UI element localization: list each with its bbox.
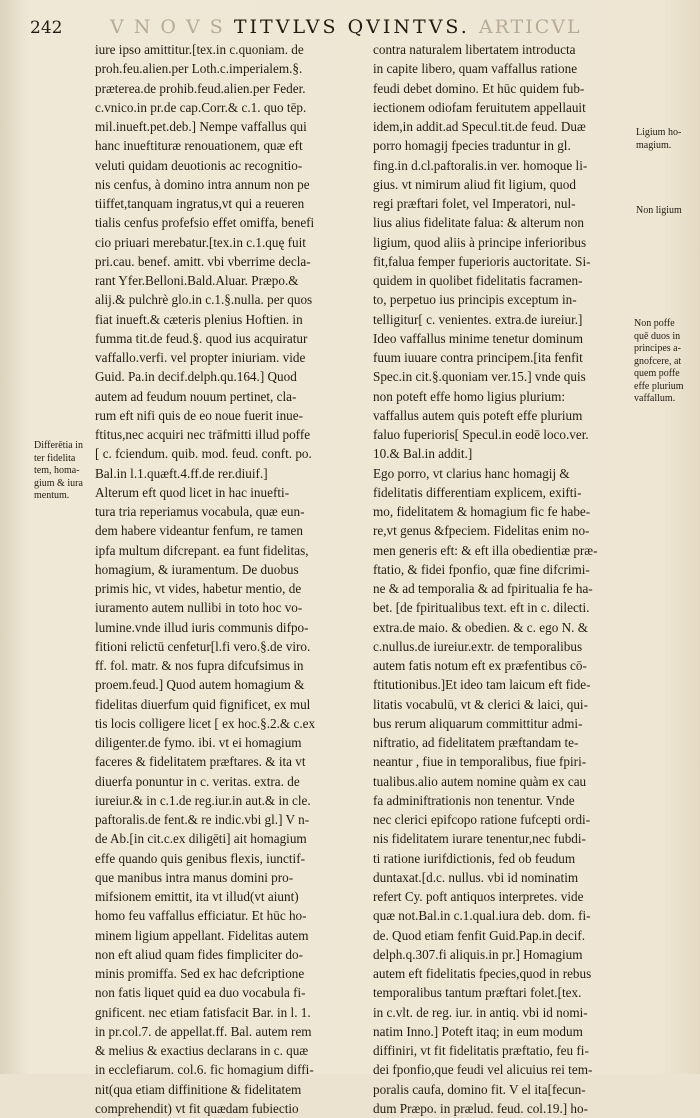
text-line: autem eft fidelitatis fpecies,quod in rebus xyxy=(373,966,592,981)
text-line: tialis cenfus profefsio effet omiffa, benefi xyxy=(95,215,315,231)
text-line: lius alius fidelitate falua: & alterum non xyxy=(373,215,584,231)
text-line: Bal.in l.1.quæft.4.ff.de rer.diuif.] xyxy=(95,465,268,481)
text-line: Ego porro, vt clarius hanc homagij & xyxy=(373,465,570,481)
text-line: in ecclefiarum. col.6. fic homagium diffi- xyxy=(95,1062,314,1078)
running-title-left-faded: V N O V S xyxy=(110,16,225,38)
running-title-right-faded: ARTICVL xyxy=(478,16,582,38)
text-line: mil.inueft.pet.deb.] Nempe vaffallus qui xyxy=(95,119,307,134)
text-line: dei fponfio,que feudi vel alicuius rei tem- xyxy=(373,1062,593,1078)
text-line: to, perpetuo ius principis exceptum in- xyxy=(373,292,577,308)
text-line: fumma tit.de feud.§. quod ius acquiratur xyxy=(95,330,308,346)
text-line: Spec.in cit.§.quoniam ver.15.] vnde quis xyxy=(373,369,586,385)
margin-note-line: vaffallum. xyxy=(634,393,676,404)
text-line: autem fatis notum eft ex præfentibus cō- xyxy=(373,658,587,673)
text-line: ff. fol. matr. & nos fupra difcufsimus in xyxy=(95,658,304,673)
margin-note-line: Non ligium xyxy=(636,205,682,216)
text-line: que manibus intra manus domini pro- xyxy=(95,869,294,885)
text-line: iureiur.& in c.1.de reg.iur.in aut.& in cle. xyxy=(95,792,311,808)
text-line: homagium, & iuramentum. De duobus xyxy=(95,561,299,577)
margin-note-line: quem poffe xyxy=(634,368,680,379)
text-line: ftitutionibus.]Et ideo tam laicum eft fide- xyxy=(373,677,591,693)
text-line: proem.feud.] Quod autem homagium & xyxy=(95,677,305,693)
right-text-column xyxy=(373,40,635,1118)
text-line: extra.de maio. & obedien. & c. ego N. & xyxy=(373,619,588,635)
running-header xyxy=(0,14,700,42)
text-line: mifsionem emittit, ita vt illud(vt aiunt) xyxy=(95,889,299,904)
text-line: minis promiffa. Sed ex hac defcriptione xyxy=(95,966,305,981)
text-line: natim Inno.] Poteft itaq; in eum modum xyxy=(373,1023,583,1039)
text-line: duntaxat.[d.c. nullus. vbi id nominatim xyxy=(373,869,579,885)
text-line: vaffallo.verfi. vel propter iniuriam. vide xyxy=(95,350,306,365)
text-line: bet. [de fpiritualibus text. eft in c. dilecti. xyxy=(373,600,590,616)
text-line: veluti quidam deuotionis ac recognitio- xyxy=(95,157,303,173)
margin-note-ligium xyxy=(636,127,681,152)
margin-note-line: magium. xyxy=(636,139,672,151)
text-line: hanc inueftituræ renouationem, quæ eft xyxy=(95,138,303,154)
text-line: diuerfa ponuntur in c. veritas. extra. de xyxy=(95,773,300,789)
text-line: porro homagij fpecies traduntur in gl. xyxy=(373,138,571,154)
text-line: effe quando quis genibus flexis, iunctif- xyxy=(95,850,305,866)
text-line: nec clerici epifcopo ratione fufcepti ordi- xyxy=(373,812,591,827)
margin-note-line: Ligium ho- xyxy=(636,127,682,138)
text-line: faceres & fidelitatem præftares. & ita vt xyxy=(95,754,306,770)
text-line: minem ligium appellant. Fidelitas autem xyxy=(95,927,309,943)
margin-note-line: gnofcere, at xyxy=(634,355,682,367)
running-title-main: TITVLVS QVINTVS. xyxy=(233,16,470,38)
text-line: rant Yfer.Belloni.Bald.Aluar. Præpo.& xyxy=(95,273,299,288)
text-line: diligenter.de fymo. ibi. vt ei homagium xyxy=(95,735,302,750)
text-line: fuum iuuare contra principem.[ita fenfit xyxy=(373,350,583,365)
text-line: fiat inueft.& cæteris plenius Hoftien. in xyxy=(95,311,303,327)
text-line: pri.cau. benef. amitt. vbi vberrime decla- xyxy=(95,253,311,269)
text-line: proh.feu.alien.per Loth.c.imperialem.§. xyxy=(95,61,303,77)
text-line: tura tria reperiamus vocabula, quæ eun- xyxy=(95,504,305,519)
text-line: fa adminiftrationis non tenentur. Vnde xyxy=(373,792,575,808)
text-line: ne & ad temporalia & ad fpiritualia fe ha- xyxy=(373,581,593,596)
margin-note-line: gium & iura xyxy=(34,477,83,489)
text-line: delph.q.307.fi aliquis.in pr.] Homagium xyxy=(373,946,583,962)
text-line: c.nullus.de iureiur.extr. de temporalibus xyxy=(373,638,583,654)
text-line: iure ipso amittitur.[tex.in c.quoniam. de xyxy=(95,42,304,57)
text-line: Ideo vaffallus minime tenetur dominum xyxy=(373,330,583,346)
text-line: tis locis colligere licet [ ex hoc.§.2.& c.ex xyxy=(95,715,316,731)
text-line: fidelitatis differentiam explicem, exifti- xyxy=(373,484,582,500)
text-line: fit,falua femper fuperioris auctoritate. Si- xyxy=(373,253,591,269)
text-line: paftoralis.de fent.& re indic.vbi gl.] V n- xyxy=(95,812,310,827)
text-line: nit(qua etiam diffinitione & fidelitatem xyxy=(95,1081,302,1097)
text-line: ftitus,nec acquiri nec trāfmitti illud poffe xyxy=(95,427,311,442)
text-line: litatis vocabulū, vt & clerici & laici, qui- xyxy=(373,696,588,712)
text-line: alij.& pulchrè glo.in c.1.§.nulla. per quos xyxy=(95,292,313,308)
text-line: iectionem odiofam feruitutem appellauit xyxy=(373,99,586,115)
text-line: mo, fidelitatem & homagium fic fe habe- xyxy=(373,504,591,519)
text-line: fing.in d.cl.paftoralis.in ver. homoque li- xyxy=(373,157,588,173)
text-line: 10.& Bal.in addit.] xyxy=(373,446,473,462)
text-line: c.vnico.in pr.de cap.Corr.& c.1. quo tēp. xyxy=(95,99,307,115)
text-line: bus rerum aliquarum committitur admi- xyxy=(373,715,583,731)
text-line: gius. vt nimirum aliud fit ligium, quod xyxy=(373,176,576,192)
text-line: non poteft effe homo ligius plurium: xyxy=(373,388,566,404)
text-line: neantur , fiue in temporalibus, fiue fpiri- xyxy=(373,754,587,770)
text-line: ftatio, & fidei fponfio, quæ fine difcrimi- xyxy=(373,561,590,577)
margin-note-non-posse xyxy=(634,318,684,406)
text-line: poralis caufa, domino fit. V el ita[fecun- xyxy=(373,1081,586,1097)
text-line: non eft aliud quam fides fimpliciter do- xyxy=(95,946,304,962)
text-line: in pr.col.7. de appellat.ff. Bal. autem rem xyxy=(95,1023,312,1039)
margin-note-line: mentum. xyxy=(34,490,70,501)
text-line: autem ad feudum nouum pertinet, cla- xyxy=(95,388,297,404)
margin-note-non-ligium xyxy=(636,205,682,218)
text-line: quæ not.Bal.in c.1.qual.iura deb. dom. fi- xyxy=(373,908,591,924)
text-line: ipfa multum difcrepant. ea funt fidelitas, xyxy=(95,542,309,558)
text-line: comprehendit) vt fit quædam fubiectio xyxy=(95,1100,299,1116)
text-line: re,vt genus &fpeciem. Fidelitas enim no- xyxy=(373,523,590,539)
text-line: primis hic, vt vides, habetur mentio, de xyxy=(95,581,302,596)
left-text-column xyxy=(95,40,363,1118)
text-line: homo feu vaffallus efficiatur. Et hūc ho- xyxy=(95,908,307,924)
text-line: de. Quod etiam fenfit Guid.Pap.in decif. xyxy=(373,927,586,943)
text-line: diffiniri, vt fit fidelitatis præftatio, feu fi- xyxy=(373,1043,589,1058)
text-line: niftratio, ad fidelitatem præftandam te- xyxy=(373,735,579,750)
text-line: nis fidelitatem iurare tenentur,nec fubdi- xyxy=(373,831,586,847)
text-line: telligitur[ c. venientes. extra.de iureiur.] xyxy=(373,311,583,327)
text-line: ti ratione iurifdictionis, fed ob feudum xyxy=(373,850,576,866)
text-line: Alterum eft quod licet in hac inuefti- xyxy=(95,484,290,500)
text-line: tiiffet,tanquam ingratus,vt qui a reueren xyxy=(95,196,305,211)
margin-note-line: quē duos in xyxy=(634,330,681,342)
margin-note-line: principes a- xyxy=(634,343,681,354)
text-line: de Ab.[in cit.c.ex diligēti] ait homagium xyxy=(95,831,307,847)
text-line: faluo fuperioris[ Specul.in eodē loco.ver. xyxy=(373,427,589,442)
text-line: Guid. Pa.in decif.delph.qu.164.] Quod xyxy=(95,369,297,385)
text-line: fidelitas diuerfum quid fignificet, ex mul xyxy=(95,696,311,712)
margin-note-line: effe plurium xyxy=(634,380,684,392)
page-number: 242 xyxy=(30,18,63,38)
text-line: non fatis liquet quid ea duo vocabula fi- xyxy=(95,985,306,1001)
text-line: gnificent. nec etiam fatisfacit Bar. in l. 1. xyxy=(95,1004,311,1020)
text-line: regi præftari folet, vel Imperatori, nul- xyxy=(373,196,576,211)
text-line: ligium, quod aliis à principe inferioribus xyxy=(373,234,587,250)
text-line: tualibus.alio autem nomine quàm ex cau xyxy=(373,773,587,789)
text-line: vaffallus autem quis poteft effe plurium xyxy=(373,407,583,423)
text-line: in capite libero, quam vaffallus ratione xyxy=(373,61,578,77)
text-line: nis cenfus, à domino intra annum non pe xyxy=(95,176,310,192)
text-line: idem,in addit.ad Specul.tit.de feud. Duæ xyxy=(373,119,586,134)
text-line: fitioni relictū cenfetur[l.fi vero.§.de viro. xyxy=(95,638,311,654)
margin-note-line: ter fidelita xyxy=(34,452,76,464)
margin-note-line: Non poffe xyxy=(634,318,675,329)
text-line: in c.vlt. de reg. iur. in antiq. vbi id nomi- xyxy=(373,1004,588,1020)
text-line: dem habere videantur fenfum, re tamen xyxy=(95,523,303,539)
text-line: temporalibus tantum præftari folet.[tex. xyxy=(373,985,582,1001)
text-line: rum eft nifi quis de eo noue fuerit inue- xyxy=(95,407,304,423)
margin-note-line: Differētia in xyxy=(34,440,83,451)
text-line: refert Cy. poft antiquos interpretes. vide xyxy=(373,889,584,904)
text-line: iuramento autem nullibi in toto hoc vo- xyxy=(95,600,303,616)
running-title xyxy=(110,16,582,38)
text-line: lumine.vnde illud iuris communis difpo- xyxy=(95,619,309,635)
text-line: feudi debet domino. Et hūc quidem fub- xyxy=(373,80,585,96)
text-line: præterea.de prohib.feud.alien.per Feder. xyxy=(95,80,306,96)
text-line: men generis eft: & eft illa obedientiæ præ- xyxy=(373,542,598,558)
text-line: dum Præpo. in prælud. feud. col.19.] ho- xyxy=(373,1100,589,1116)
text-line: [ c. fciendum. quib. mod. feud. conft. po. xyxy=(95,446,312,462)
text-line: quidem in quolibet fidelitatis facramen- xyxy=(373,273,583,288)
text-line: cio priuari merebatur.[tex.in c.1.quę fuit xyxy=(95,234,306,250)
text-line: contra naturalem libertatem introducta xyxy=(373,42,576,57)
margin-note-line: tem, homa- xyxy=(34,465,80,476)
margin-note-differentia xyxy=(34,440,83,503)
text-line: & melius & exactius declarans in c. quæ xyxy=(95,1043,309,1058)
